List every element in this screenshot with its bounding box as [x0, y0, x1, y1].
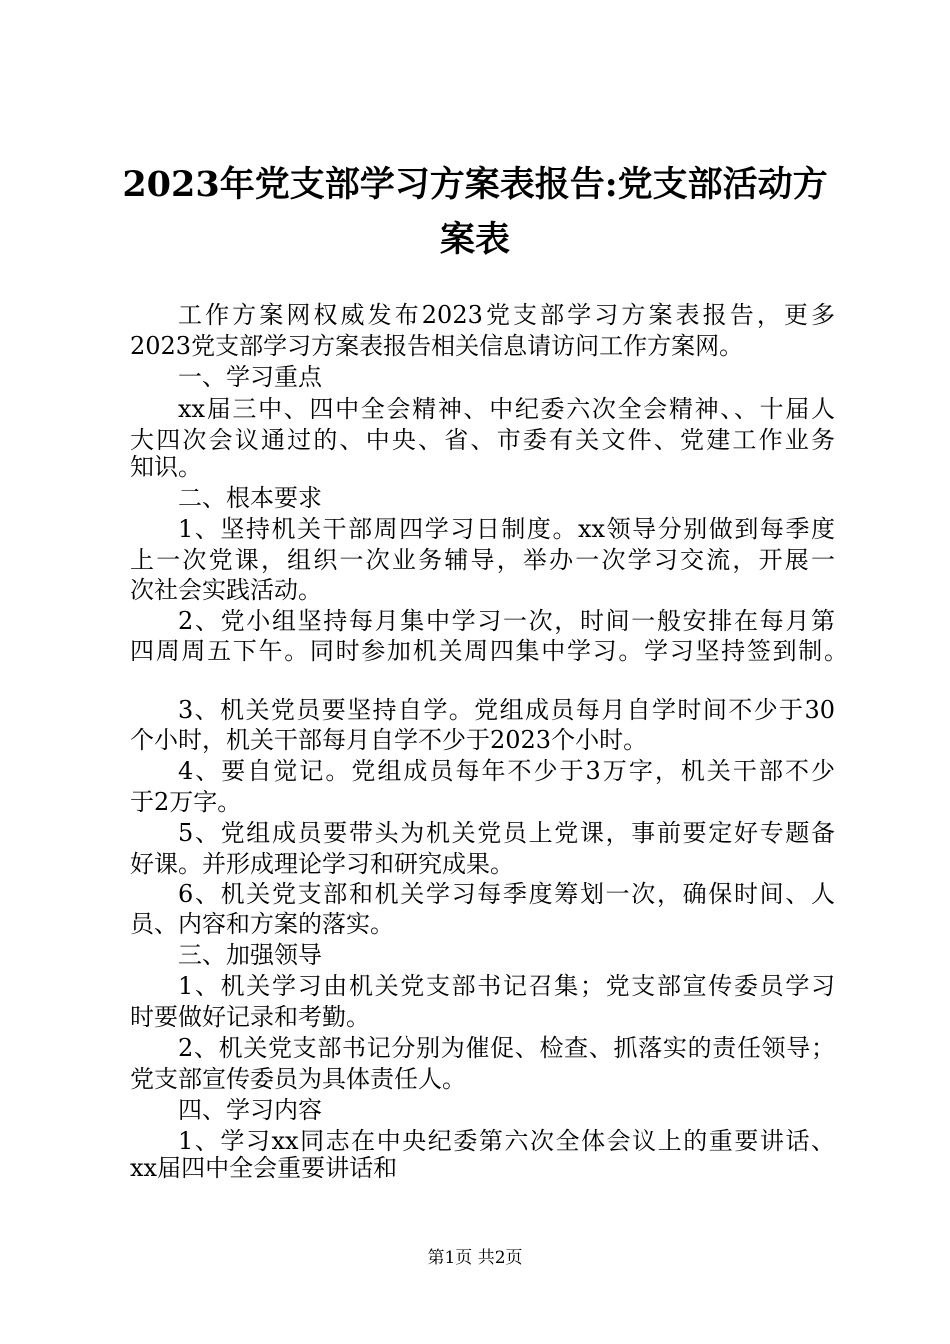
body-line: 1、机关学习由机关党支部书记召集；党支部宣传委员学习 [178, 972, 835, 1000]
body-line: 时要做好记录和考勤。 [130, 1003, 370, 1031]
page-footer: 第1页 共2页 [427, 1248, 523, 1268]
body-line: 一、学习重点 [178, 363, 322, 391]
body-line: 三、加强领导 [178, 941, 322, 969]
body-line: 四、学习内容 [178, 1096, 322, 1124]
body-line: 知识。 [130, 453, 202, 481]
body-line: 党支部宣传委员为具体责任人。 [130, 1065, 466, 1093]
document-title-line-1: 2023年党支部学习方案表报告:党支部活动方 [122, 164, 828, 205]
body-line: 1、坚持机关干部周四学习日制度。xx领导分别做到每季度 [178, 515, 835, 543]
body-line: xx届四中全会重要讲话和 [130, 1154, 398, 1182]
body-line: 5、党组成员要带头为机关党员上党课，事前要定好专题备 [178, 819, 835, 847]
body-line: 上一次党课，组织一次业务辅导，举办一次学习交流，开展一 [130, 546, 835, 574]
body-line: 好课。并形成理论学习和研究成果。 [130, 850, 514, 878]
document-title-line-2: 案表 [439, 219, 510, 260]
body-line: 2、党小组坚持每月集中学习一次，时间一般安排在每月第 [178, 607, 835, 635]
body-line: 4、要自觉记。党组成员每年不少于3万字，机关干部不少 [178, 757, 835, 785]
body-line: 次社会实践活动。 [130, 576, 322, 604]
body-line: 员、内容和方案的落实。 [130, 910, 394, 938]
body-line: 于2万字。 [130, 788, 242, 816]
body-line: 二、根本要求 [178, 484, 322, 512]
body-line: 3、机关党员要坚持自学。党组成员每月自学时间不少于30 [178, 696, 835, 724]
body-line: 2023党支部学习方案表报告相关信息请访问工作方案网。 [130, 332, 744, 360]
body-line: 6、机关党支部和机关学习每季度筹划一次，确保时间、人 [178, 880, 835, 908]
body-line: xx届三中、四中全会精神、中纪委六次全会精神、、十届人 [178, 395, 835, 423]
body-line: 2、机关党支部书记分别为催促、检查、抓落实的责任领导； [178, 1034, 835, 1062]
body-line: 个小时，机关干部每月自学不少于2023个小时。 [130, 726, 648, 754]
body-line: 工作方案网权威发布2023党支部学习方案表报告，更多 [178, 301, 835, 329]
body-line: 四周周五下午。同时参加机关周四集中学习。学习坚持签到制。 [130, 637, 848, 665]
body-line: 1、学习xx同志在中央纪委第六次全体会议上的重要讲话、 [178, 1127, 835, 1155]
body-line: 大四次会议通过的、中央、省、市委有关文件、党建工作业务 [130, 426, 835, 454]
